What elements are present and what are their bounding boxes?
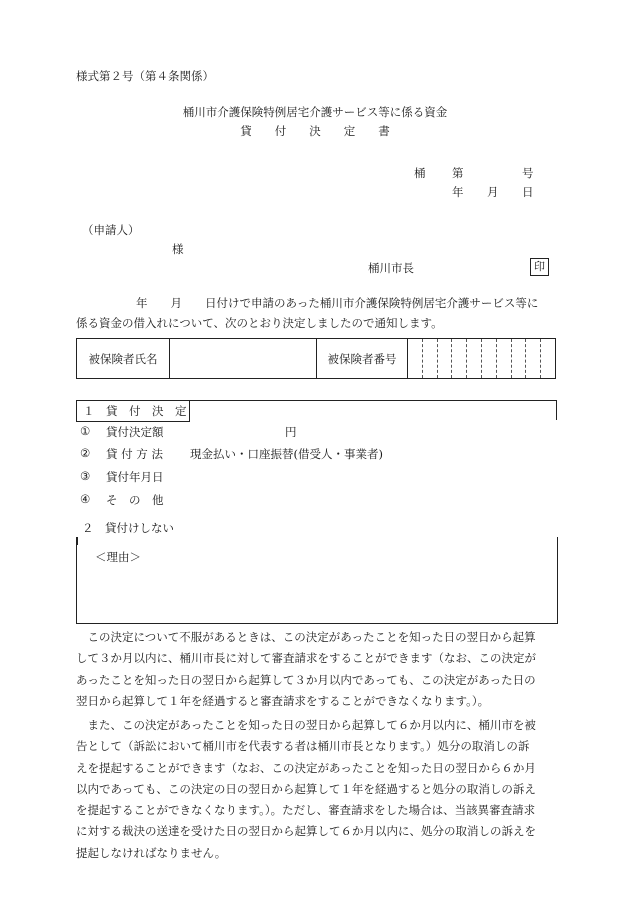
item-2-label: 貸 付 方 法	[106, 447, 163, 461]
insured-number-field[interactable]	[408, 339, 556, 379]
applicant-label: （申請人）	[82, 223, 140, 237]
sama-label: 様	[172, 242, 184, 256]
insured-number-digits	[408, 339, 555, 378]
notice-para2-line: 以内であっても、この決定の日の翌日から起算して１年を経過すると処分の取消しの訴え	[76, 781, 536, 796]
item-3-label: 貸付年月日	[106, 470, 164, 484]
form-label: 様式第２号（第４条関係）	[76, 69, 214, 83]
item-3-mark: ③	[80, 469, 91, 483]
title-line2: 貸 付 決 定 書	[240, 124, 390, 138]
notice-para1-line: この決定について不服があるときは、この決定があったことを知った日の翌日から起算	[87, 630, 536, 644]
date-month: 月	[487, 185, 499, 199]
item-4-label: そ の 他	[106, 493, 164, 507]
item-2-mark: ②	[80, 446, 91, 460]
insured-name-label: 被保険者氏名	[77, 339, 170, 379]
insured-number-label: 被保険者番号	[317, 339, 408, 379]
reason-box[interactable]	[76, 537, 558, 624]
item-2-value: 現金払い・口座振替(借受人・事業者)	[190, 447, 383, 461]
reason-label: ＜理由＞	[95, 550, 141, 564]
notice-para2-line: また、この決定があったことを知った日の翌日から起算して６か月以内に、桶川市を被	[87, 718, 536, 732]
intro-line1: 年 月 日付けで申請のあった桶川市介護保険特例居宅介護サービス等に	[136, 296, 539, 310]
notice-paragraph-2	[76, 715, 560, 864]
notice-para1-line: あったことを知った日の翌日から起算して３か月以内であっても、この決定があった日の	[76, 672, 536, 687]
notice-para2-line: に対する裁決の送達を受けた日の翌日から起算して６か月以内に、処分の取消しの訴えを	[76, 824, 536, 839]
section1-title: １ 貸 付 決 定	[83, 404, 187, 418]
item-1-value: 円	[285, 425, 297, 439]
notice-paragraph-1	[76, 627, 560, 712]
notice-para2-line: えを提起することができます（なお、この決定があったことを知った日の翌日から６か月	[76, 760, 536, 775]
section1-header-box	[76, 400, 190, 422]
date-year: 年	[452, 185, 464, 199]
notice-para2-line: 提起しなければなりません。	[76, 845, 227, 860]
title-line1: 桶川市介護保険特例居宅介護サービス等に係る資金	[182, 105, 448, 119]
doc-number-go: 号	[522, 166, 534, 180]
section1-top-line	[188, 400, 556, 401]
notice-para2-line: 告として（訴訟において桶川市を代表する者は桶川市長となります。）処分の取消しの訴	[76, 739, 530, 754]
section2-title: ２ 貸付けしない	[82, 521, 174, 535]
doc-number-prefix: 桶	[414, 166, 426, 180]
notice-para1-line: して３か月以内に、桶川市長に対して審査請求をすることができます（なお、この決定が	[76, 651, 536, 666]
issuer-name: 桶川市長	[368, 261, 414, 275]
intro-line2: 係る資金の借入れについて、次のとおり決定しましたので通知します。	[76, 316, 443, 330]
item-4-mark: ④	[80, 492, 91, 506]
item-1-mark: ①	[80, 424, 91, 438]
notice-para1-line: 翌日から起算して１年を経過すると審査請求をすることができなくなります。）。	[76, 693, 490, 708]
date-day: 日	[522, 185, 534, 199]
insured-name-field[interactable]	[170, 339, 317, 379]
seal-stamp: 印	[530, 258, 549, 276]
section1-right-line	[556, 400, 557, 420]
insured-info-table	[76, 338, 556, 379]
item-1-label: 貸付決定額	[106, 425, 164, 439]
notice-para2-line: を提起することができなくなります。）。ただし、審査請求をした場合は、当該異審査請求	[76, 803, 536, 818]
doc-number-dai: 第	[452, 166, 464, 180]
